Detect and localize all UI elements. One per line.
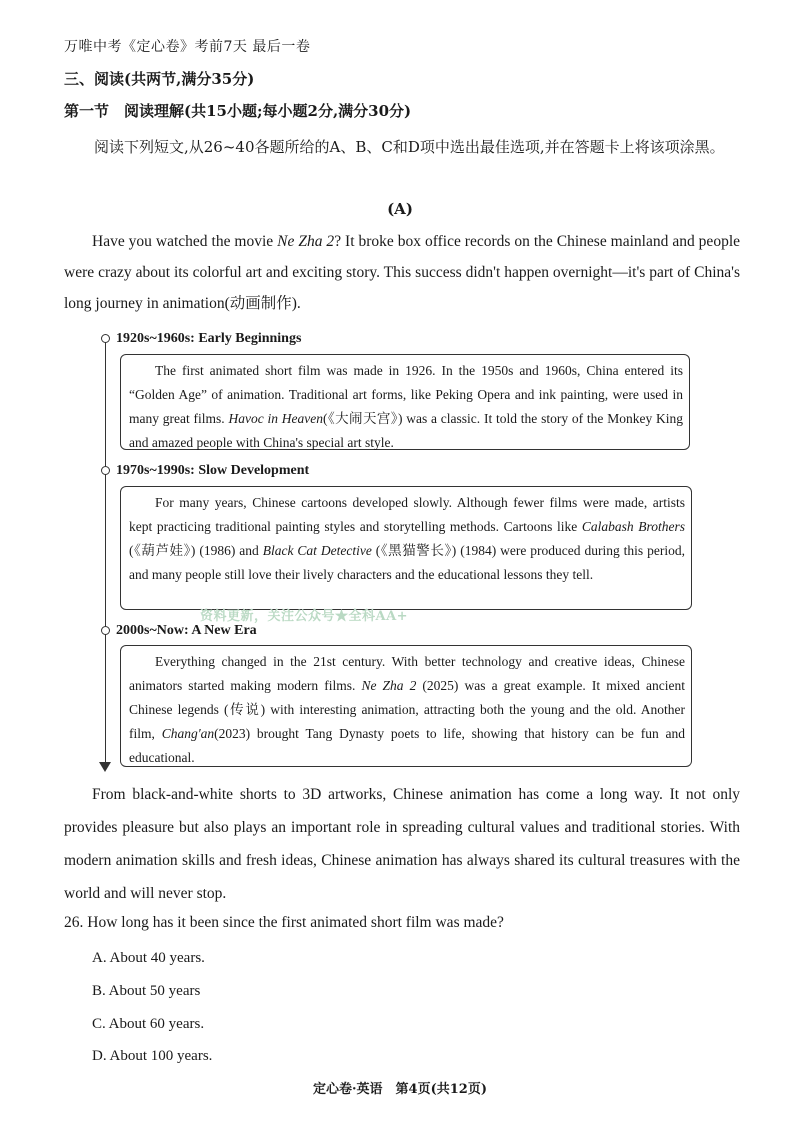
timeline-dot-icon <box>101 626 110 635</box>
option-d[interactable]: D. About 100 years. <box>92 1048 213 1064</box>
timeline-line <box>105 340 106 768</box>
era1-film: Havoc in Heaven <box>228 411 324 426</box>
era3-film-1: Ne Zha 2 <box>361 678 417 693</box>
era2-film-1: Calabash Brothers <box>581 519 685 534</box>
option-a[interactable]: A. About 40 years. <box>92 950 205 966</box>
question-stem: 26. How long has it been since the first animated short film was made? <box>64 914 504 931</box>
timeline-arrow-icon <box>99 762 111 772</box>
timeline-dot-icon <box>101 334 110 343</box>
page-footer: 定心卷·英语 第4页(共12页) <box>313 1082 487 1097</box>
closing-paragraph: From black-and-white shorts to 3D artworks, Chinese animation has come a long way. It not only provides pleasure but also plays an important role in spreading cultural values and traditional stories. With modern animation skills and fresh ideas, Chinese animation has always shared its cultural treasures with the world and will never stop. <box>64 786 740 902</box>
era-title-1: 1920s~1960s: Early Beginnings <box>116 331 302 346</box>
era2-text-3: (《黑猫警长》) (1984) were produced during this period, and many people still love their lively characters and the educational lessons they tell. <box>129 543 685 582</box>
timeline-dot-icon <box>101 466 110 475</box>
era-box-3 <box>120 645 692 767</box>
era-title-3: 2000s~Now: A New Era <box>116 623 257 638</box>
era3-text-2: (2025) was a great example. It mixed ancient Chinese legends (传说) with interesting animation, attracting both the young and the old. Another film, <box>129 678 685 741</box>
intro-text-1: Have you watched the movie <box>92 233 278 250</box>
option-b[interactable]: B. About 50 years <box>92 983 201 999</box>
era-box-1 <box>120 354 690 450</box>
era2-film-2: Black Cat Detective <box>262 543 372 558</box>
era1-text-1: The first animated short film was made in 1926. In the 1950s and 1960s, China entered its “Golden Age” of animation. Traditional art forms, like Peking Opera and ink painting, were used in many great films. <box>129 363 683 426</box>
era2-text-2: (《葫芦娃》) (1986) and <box>129 543 263 558</box>
watermark: 资料更新，关注公众号★全科AA+ <box>200 609 409 624</box>
section-title: 三、阅读(共两节,满分35分) <box>64 70 255 88</box>
era3-text-1: Everything changed in the 21st century. With better technology and creative ideas, Chinese animators started making modern films. <box>129 654 685 693</box>
era3-film-2: Chang'an <box>161 726 215 741</box>
era-box-2 <box>120 486 692 610</box>
era-title-2: 1970s~1990s: Slow Development <box>116 463 310 478</box>
page-header: 万唯中考《定心卷》考前7天 最后一卷 <box>64 39 311 55</box>
subsection-title: 第一节 阅读理解(共15小题;每小题2分,满分30分) <box>64 102 412 120</box>
passage-label: (A) <box>387 200 413 218</box>
intro-text-2: ? It broke box office records on the Chinese mainland and people were crazy about its colorful art and exciting story. This success didn't happen overnight—it's part of China's long journey in animation(动画制作). <box>64 233 740 312</box>
era3-text-3: (2023) brought Tang Dynasty poets to life, showing that history can be fun and educational. <box>129 726 685 765</box>
intro-movie-title: Ne Zha 2 <box>277 233 335 250</box>
era1-text-2: (《大闹天宫》) was a classic. It told the story of the Monkey King and amazed people with China's special art style. <box>129 411 683 450</box>
instructions: 阅读下列短文,从26~40各题所给的A、B、C和D项中选出最佳选项,并在答题卡上将该项涂黑。 <box>94 138 725 156</box>
intro-paragraph <box>64 226 740 319</box>
option-c[interactable]: C. About 60 years. <box>92 1016 205 1032</box>
era2-text-1: For many years, Chinese cartoons developed slowly. Although fewer films were made, artists kept practicing traditional painting styles and storytelling methods. Cartoons like <box>129 495 685 534</box>
